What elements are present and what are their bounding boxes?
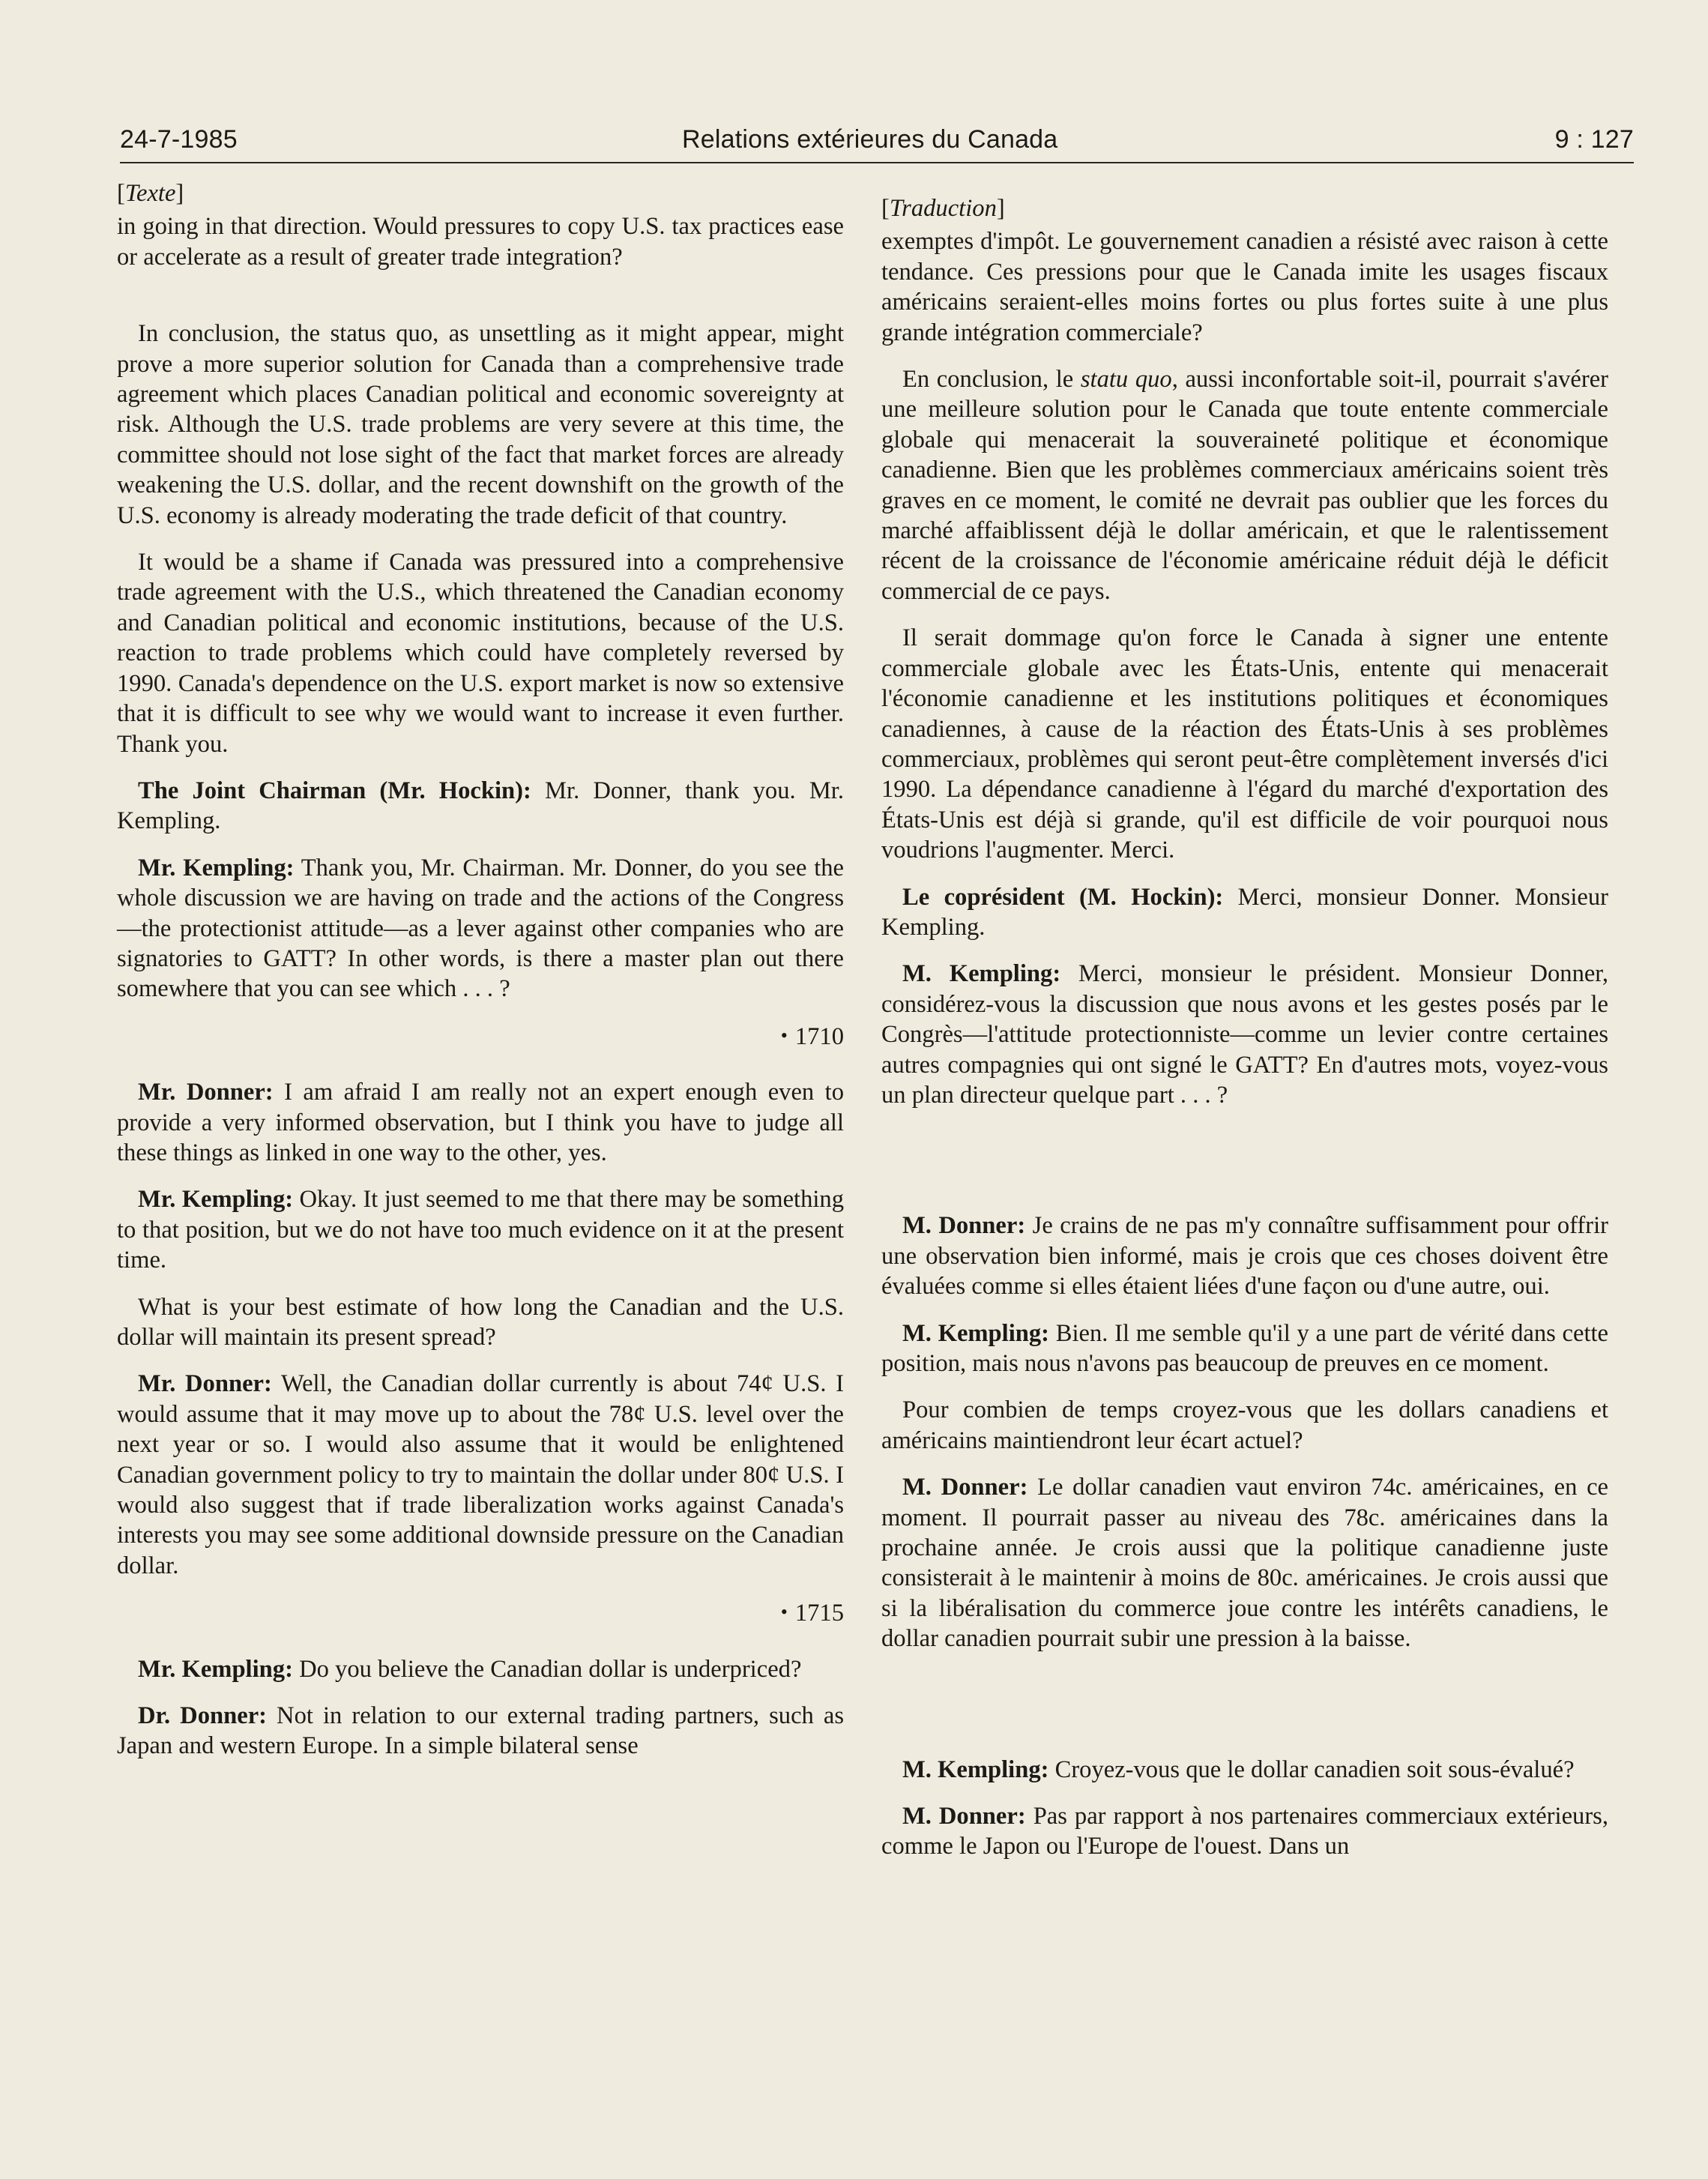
paragraph: Pour combien de temps croyez-vous que les dollars canadiens et américains maintiendront leur écart actuel? <box>881 1396 1608 1454</box>
paragraph: Il serait dommage qu'on force le Canada à signer une entente commerciale globale avec les États-Unis, entente qui menacerait l'économie canadienne et les institutions politiques et économiques canadiennes, à cause de la réaction des États-Unis à ses problèmes commerciaux, problèmes qui seront peut-être complètement inversés d'ici 1990. La dépendance canadienne à l'égard du marché d'exportation des États-Unis est déjà si grande, qu'il est difficile de voir pourquoi nous voudrions l'augmenter. Merci. <box>881 624 1608 864</box>
paragraph: En conclusion, le statu quo, aussi inconfortable soit-il, pourrait s'avérer une meilleure solution pour le Canada que toute entente commerciale globale qui menacerait la souveraineté politique et économique canadienne. Bien que les problèmes commerciaux américains soient très graves en ce moment, le comité ne devrait pas oublier que les forces du marché affaiblissent déjà le dollar américain, et que le ralentissement récent de la croissance de l'économie américaine réduit déjà le déficit commercial de ce pays. <box>881 366 1609 605</box>
speaker-paragraph: M. Kempling: Merci, monsieur le président. Monsieur Donner, considérez-vous la discussion que nous avons et les gestes posés par le Congrès—l'attitude protectionniste—comme un levier contre certaines autres compagnies qui ont signé le GATT? En d'autres mots, voyez-vous un plan directeur quelque part . . . ? <box>881 960 1609 1109</box>
speaker-name: M. Donner: <box>902 1474 1028 1501</box>
speaker-paragraph: M. Donner: Je crains de ne pas m'y connaître suffisamment pour offrir une observation bien informé, mais je crois que ces choses doivent être évaluées comme si elles étaient liées d'une façon ou d'une autre, oui. <box>881 1212 1608 1301</box>
language-tag: [Texte] <box>117 180 184 207</box>
header-date: 24-7-1985 <box>120 125 238 154</box>
english-column <box>117 178 844 1778</box>
speaker-name: M. Kempling: <box>902 1755 1049 1783</box>
speaker-paragraph: M. Donner: Pas par rapport à nos partenaires commerciaux extérieurs, comme le Japon ou l'Europe de l'ouest. Dans un <box>881 1803 1608 1860</box>
speaker-name: Mr. Donner: <box>138 1079 274 1106</box>
speaker-paragraph: Mr. Donner: I am afraid I am really not an expert enough even to provide a very informed observation, but I think you have to judge all these things as linked in one way to the other, yes. <box>117 1079 845 1166</box>
paragraph: in going in that direction. Would pressures to copy U.S. tax practices ease or accelerate as a result of greater trade integration? <box>117 213 844 271</box>
speaker-name: Mr. Kempling: <box>138 1186 294 1214</box>
paragraph: It would be a shame if Canada was pressured into a comprehensive trade agreement with the U.S., which threatened the Canadian economy and Canadian political and economic institutions, because of the U.S. reaction to trade problems which could have completely reversed by 1990. Canada's dependence on the U.S. export market is now so extensive that it is difficult to see why we would want to increase it even further. Thank you. <box>117 549 844 758</box>
speaker-paragraph: M. Kempling: Bien. Il me semble qu'il y a une part de vérité dans cette position, mais nous n'avons pas beaucoup de preuves en ce moment. <box>881 1319 1609 1377</box>
speaker-name: M. Kempling: <box>902 960 1061 988</box>
speaker-paragraph: The Joint Chairman (Mr. Hockin): Mr. Donner, thank you. Mr. Kempling. <box>117 777 844 835</box>
speaker-name: Mr. Kempling: <box>138 1655 293 1683</box>
speaker-paragraph: Le coprésident (M. Hockin): Merci, monsieur Donner. Monsieur Kempling. <box>881 883 1608 941</box>
speaker-name: M. Donner: <box>902 1803 1026 1830</box>
speaker-name: Mr. Kempling: <box>138 854 295 881</box>
page-header <box>120 112 1634 163</box>
paragraph: What is your best estimate of how long the Canadian and the U.S. dollar will maintain its present spread? <box>117 1293 844 1351</box>
speaker-name: M. Kempling: <box>902 1319 1050 1347</box>
speaker-name: Le coprésident (M. Hockin): <box>902 883 1224 911</box>
time-marker: • 1710 <box>780 1022 844 1050</box>
speaker-paragraph: Mr. Kempling: Okay. It just seemed to me that there may be something to that position, but we do not have too much evidence on it at the present time. <box>117 1186 845 1274</box>
speaker-name: Dr. Donner: <box>138 1702 268 1730</box>
language-tag: [Traduction] <box>881 195 1005 222</box>
header-title: Relations extérieures du Canada <box>682 125 1058 154</box>
paragraph: exemptes d'impôt. Le gouvernement canadien a résisté avec raison à cette tendance. Ces pressions pour que le Canada imite les usages fiscaux américains seraient-elles moins fortes ou plus fortes suite à une plus grande intégration commerciale? <box>881 228 1608 346</box>
speaker-name: The Joint Chairman (Mr. Hockin): <box>138 777 531 804</box>
speaker-paragraph: Mr. Kempling: Thank you, Mr. Chairman. Mr. Donner, do you see the whole discussion we are having on trade and the actions of the Congress—the protectionist attitude—as a lever against other companies who are signatories to GATT? In other words, is there a master plan out there somewhere that you can see which . . . ? <box>117 854 844 1003</box>
speaker-name: Mr. Donner: <box>138 1370 272 1398</box>
time-marker: • 1715 <box>780 1600 844 1627</box>
speaker-paragraph: Mr. Donner: Well, the Canadian dollar currently is about 74¢ U.S. I would assume that it may move up to about the 78¢ U.S. level over the next year or so. I would also assume that it would be enlightened Canadian government policy to try to maintain the dollar under 80¢ U.S. I would also suggest that if trade liberalization works against Canada's interests you may see some additional downside pressure on the Canadian dollar. <box>117 1370 844 1579</box>
speaker-paragraph: Dr. Donner: Not in relation to our external trading partners, such as Japan and western Europe. In a simple bilateral sense <box>117 1702 845 1760</box>
speaker-paragraph: M. Donner: Le dollar canadien vaut environ 74c. américaines, en ce moment. Il pourrait passer au niveau des 78c. américaines dans la prochaine année. Je crois aussi que la politique canadienne juste consisterait à le maintenir à moins de 80c. américaines. Je crois aussi que si la libéralisation du commerce joue contre les intérêts canadiens, le dollar canadien pourrait subir une pression à la baisse. <box>881 1474 1608 1653</box>
speaker-name: M. Donner: <box>902 1212 1026 1240</box>
paragraph: In conclusion, the status quo, as unsettling as it might appear, might prove a more superior solution for Canada than a comprehensive trade agreement which places Canadian political and economic sovereignty at risk. Although the U.S. trade problems are very severe at this time, the committee should not lose sight of the fact that market forces are already weakening the U.S. dollar, and the recent downshift on the growth of the U.S. economy is already moderating the trade deficit of that country. <box>117 320 844 529</box>
speaker-paragraph: Mr. Kempling: Do you believe the Canadian dollar is underpriced? <box>138 1655 802 1683</box>
french-column <box>881 193 1608 1878</box>
speaker-paragraph: M. Kempling: Croyez-vous que le dollar canadien soit sous-évalué? <box>902 1755 1575 1783</box>
header-page-number: 9 : 127 <box>1554 125 1634 154</box>
